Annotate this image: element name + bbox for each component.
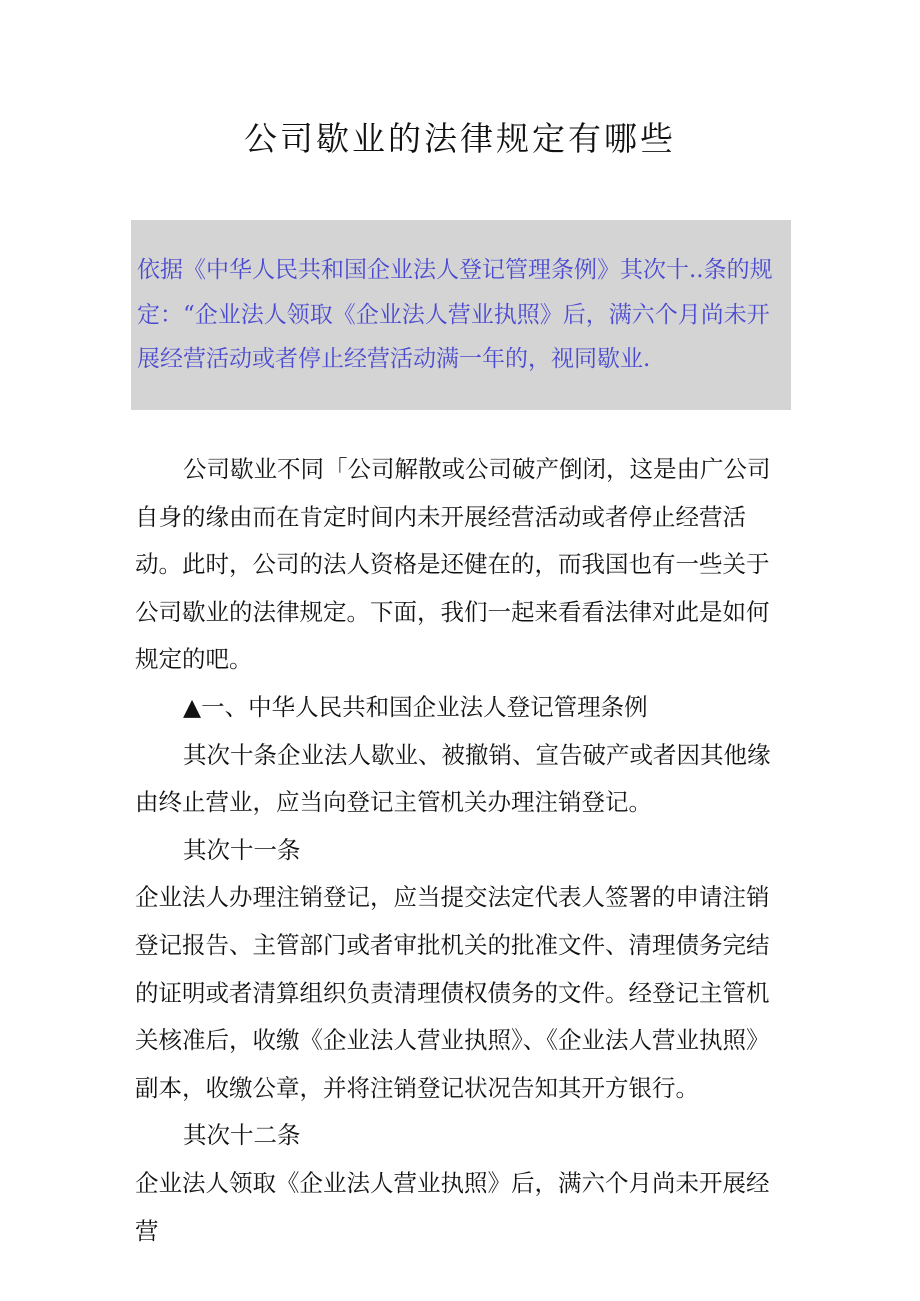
section-heading: ▲一、中华人民共和国企业法人登记管理条例 xyxy=(183,692,648,721)
article-21-heading: 其次十一条 xyxy=(183,835,301,864)
article-22-heading: 其次十二条 xyxy=(183,1121,301,1150)
document-title: 公司歇业的法律规定有哪些 xyxy=(244,119,676,158)
paragraph-intro: 公司歇业不同「公司解散或公司破产倒闭，这是由广公司自身的缘由而在肯定时间内未开展经营活动或者停止经营活动。此时，公司的法人资格是还健在的，而我国也有一些关于公司歇业的法律规定。下面，我们一起来看看法律对此是如何规定的吧。 xyxy=(135,455,771,674)
body-text xyxy=(135,446,790,1255)
summary-text: 依据《中华人民共和国企业法人登记管理条例》其次十..条的规定：“企业法人领取《企业法人营业执照》后，满六个月尚未开展经营活动或者停止经营活动满一年的，视同歇业. xyxy=(137,257,773,372)
summary-box xyxy=(131,220,791,410)
article-20: 其次十条企业法人歇业、被撤销、宣告破产或者因其他缘由终止营业，应当向登记主管机关办理注销登记。 xyxy=(135,740,771,817)
article-21-text: 企业法人办理注销登记，应当提交法定代表人签署的申请注销登记报告、主管部门或者审批机关的批准文件、清理债务完结的证明或者清算组织负责清理债权债务的文件。经登记主管机关核准后，收缴《企业法人营业执照》、《企业法人营业执照》副本，收缴公章，并将注销登记状况告知其开方银行。 xyxy=(135,883,770,1102)
article-22-text: 企业法人领取《企业法人营业执照》后，满六个月尚未开展经营 xyxy=(135,1168,770,1245)
